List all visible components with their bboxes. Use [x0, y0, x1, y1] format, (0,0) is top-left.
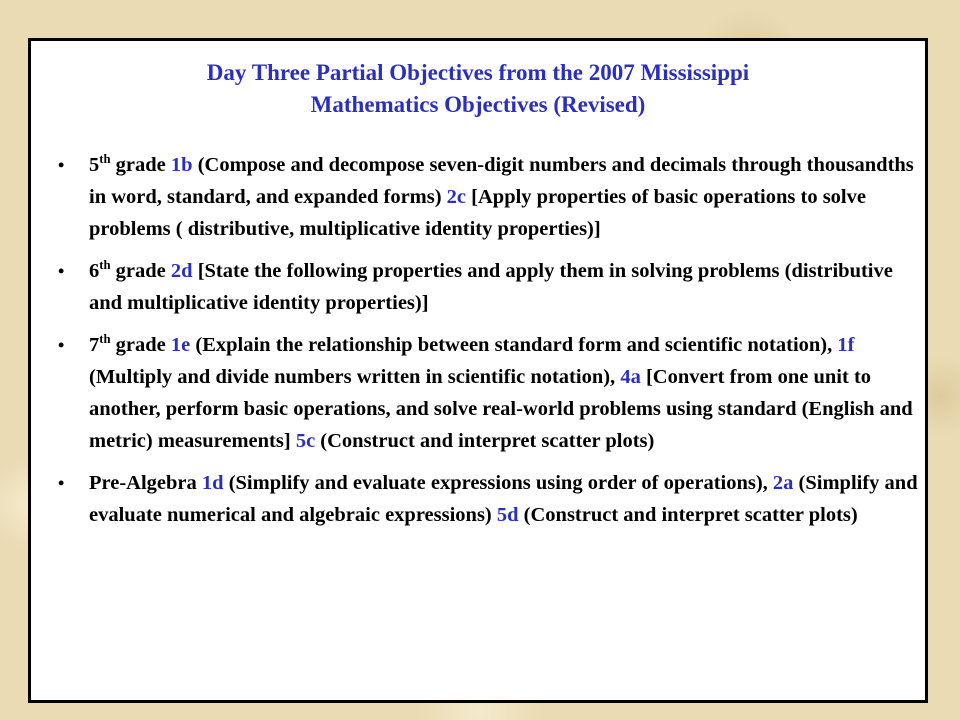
grade-superscript: th [99, 332, 111, 347]
slide-card [28, 38, 928, 703]
objective-text: [State the following properties and apply them in solving problems (distributive and multiplicative identity properties)] [89, 260, 893, 314]
objective-code: 4a [620, 366, 641, 388]
bullet-dot-icon: • [58, 261, 65, 281]
grade-label: Pre-Algebra [89, 472, 197, 494]
objective-text: (Compose and decompose seven-digit numbers and decimals through thousandths in word, standard, and expanded forms) [89, 154, 914, 208]
objective-bullet [31, 149, 925, 245]
grade-suffix: grade [110, 334, 171, 356]
objective-code: 5d [496, 504, 519, 526]
objective-code: 2c [446, 186, 467, 208]
objective-text: [Apply properties of basic operations to solve problems ( distributive, multiplicative identity properties)] [89, 186, 866, 240]
objective-text: (Multiply and divide numbers written in scientific notation), [89, 366, 621, 388]
objective-code: 1e [170, 334, 191, 356]
grade-superscript: th [99, 258, 111, 273]
grade-label: 5 [89, 154, 100, 176]
objective-code: 2a [772, 472, 794, 494]
bullet-dot-icon: • [58, 473, 65, 493]
grade-label: 7 [89, 334, 100, 356]
objective-bullet [31, 255, 925, 319]
objective-text: (Simplify and evaluate expressions using order of operations), [223, 472, 773, 494]
title-line-1: Day Three Partial Objectives from the 2007 Mississippi [206, 60, 750, 85]
objective-text: [Convert from one unit to another, perform basic operations, and solve real-world problems using standard (English and metric) measurements] [89, 366, 913, 452]
bullet-dot-icon: • [58, 335, 65, 355]
objective-bullet [31, 467, 925, 531]
grade-suffix: grade [110, 154, 171, 176]
bullet-dot-icon: • [58, 155, 65, 175]
grade-suffix: grade [110, 260, 171, 282]
objectives-list [31, 149, 925, 541]
slide-title [71, 57, 885, 121]
objective-text: (Construct and interpret scatter plots) [315, 430, 655, 452]
objective-text: (Simplify and evaluate numerical and algebraic expressions) [89, 472, 918, 526]
grade-label: 6 [89, 260, 100, 282]
objective-code: 1b [170, 154, 193, 176]
objective-code: 1d [201, 472, 224, 494]
objective-code: 1f [837, 334, 855, 356]
objective-code: 5c [295, 430, 316, 452]
objective-text: (Construct and interpret scatter plots) [518, 504, 858, 526]
grade-superscript: th [99, 152, 111, 167]
objective-code: 2d [170, 260, 193, 282]
title-line-2: Mathematics Objectives (Revised) [310, 92, 646, 117]
objective-bullet [31, 329, 925, 457]
objective-text: (Explain the relationship between standard form and scientific notation), [190, 334, 838, 356]
